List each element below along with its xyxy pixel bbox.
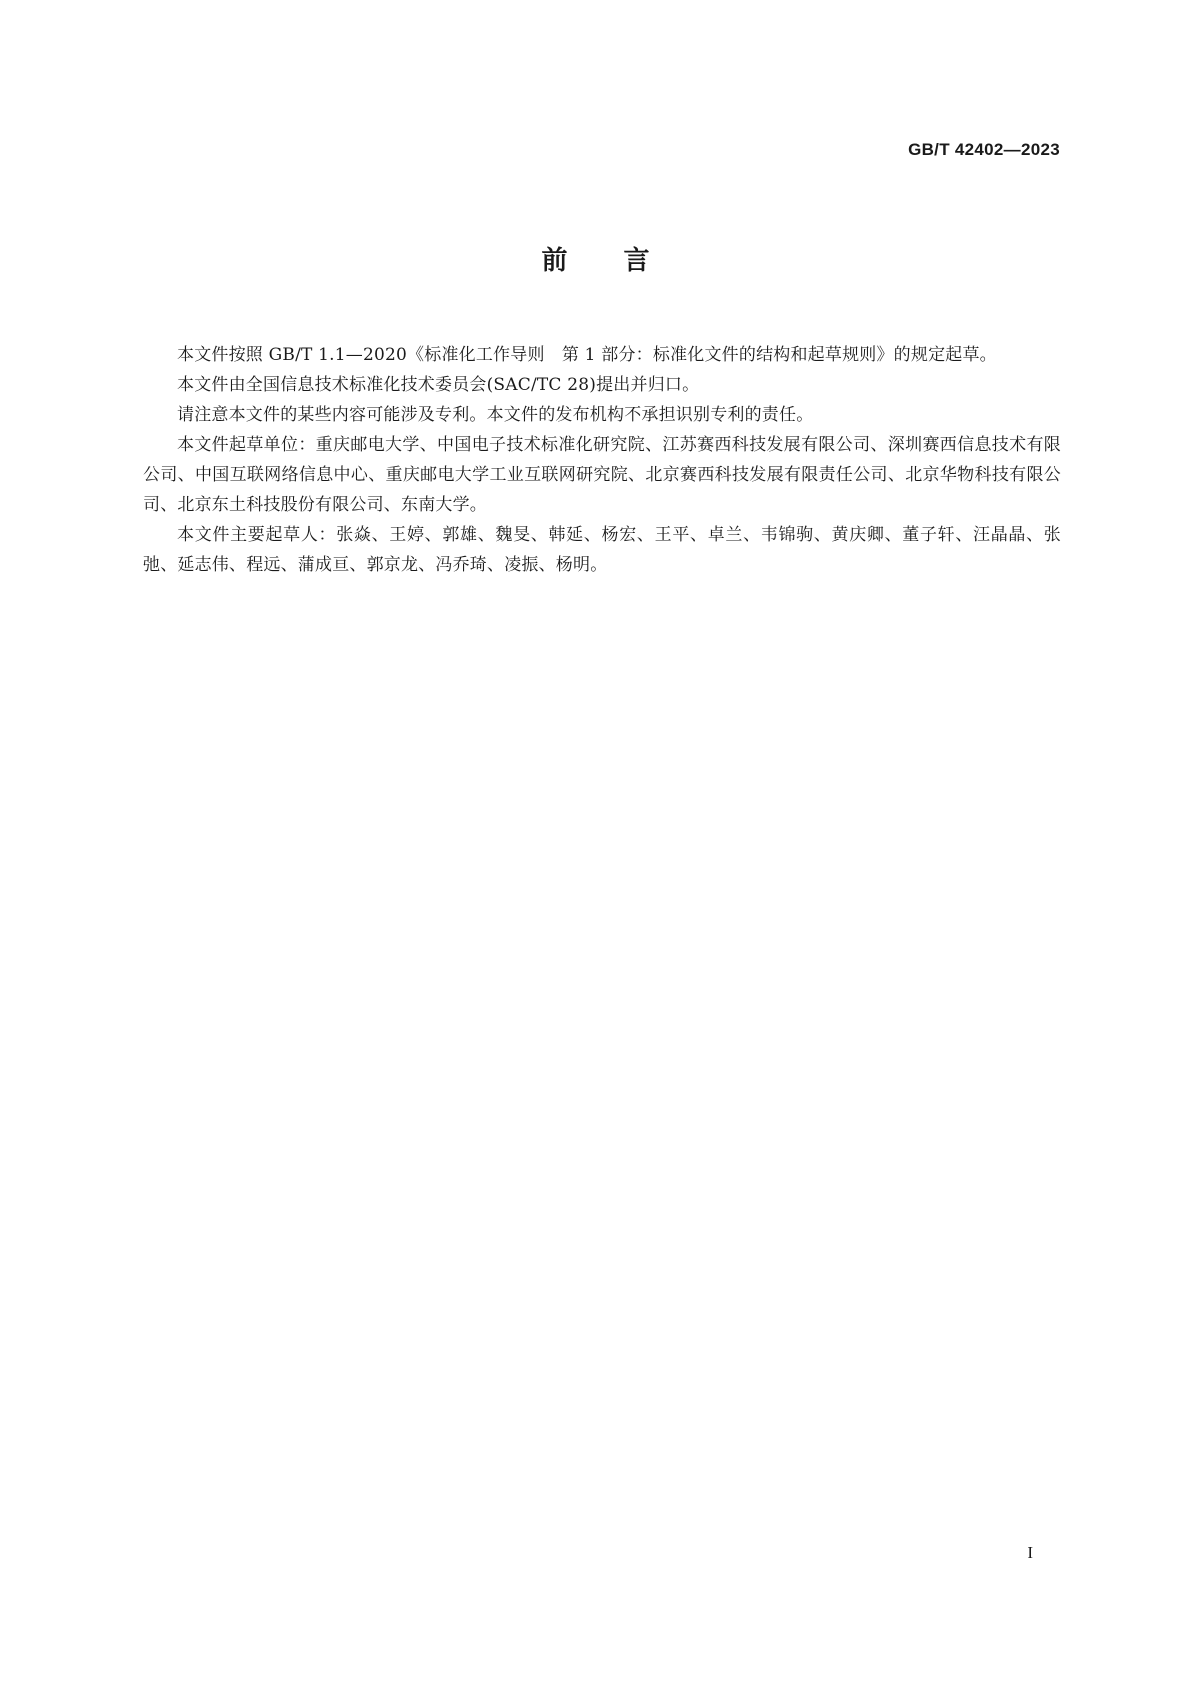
standard-number: GB/T 42402—2023 (908, 140, 1060, 159)
paragraph-drafters: 本文件主要起草人：张焱、王婷、郭雄、魏旻、韩延、杨宏、王平、卓兰、韦锦驹、黄庆卿、董子轩、汪晶晶、张弛、延志伟、程远、蒲成亘、郭京龙、冯乔琦、凌振、杨明。 (143, 525, 1061, 575)
page-number: I (1027, 1543, 1033, 1562)
foreword-body (143, 340, 1061, 580)
paragraph-patent-notice: 请注意本文件的某些内容可能涉及专利。本文件的发布机构不承担识别专利的责任。 (177, 405, 814, 425)
paragraph-committee: 本文件由全国信息技术标准化技术委员会(SAC/TC 28)提出并归口。 (177, 375, 700, 395)
paragraph-drafting-rules: 本文件按照 GB/T 1.1—2020《标准化工作导则 第 1 部分：标准化文件的结构和起草规则》的规定起草。 (177, 345, 997, 365)
page-title: 前言 (541, 246, 706, 276)
paragraph-drafting-units: 本文件起草单位：重庆邮电大学、中国电子技术标准化研究院、江苏赛西科技发展有限公司、深圳赛西信息技术有限公司、中国互联网络信息中心、重庆邮电大学工业互联网研究院、北京赛西科技发展有限责任公司、北京华物科技有限公司、北京东土科技股份有限公司、东南大学。 (143, 435, 1061, 515)
